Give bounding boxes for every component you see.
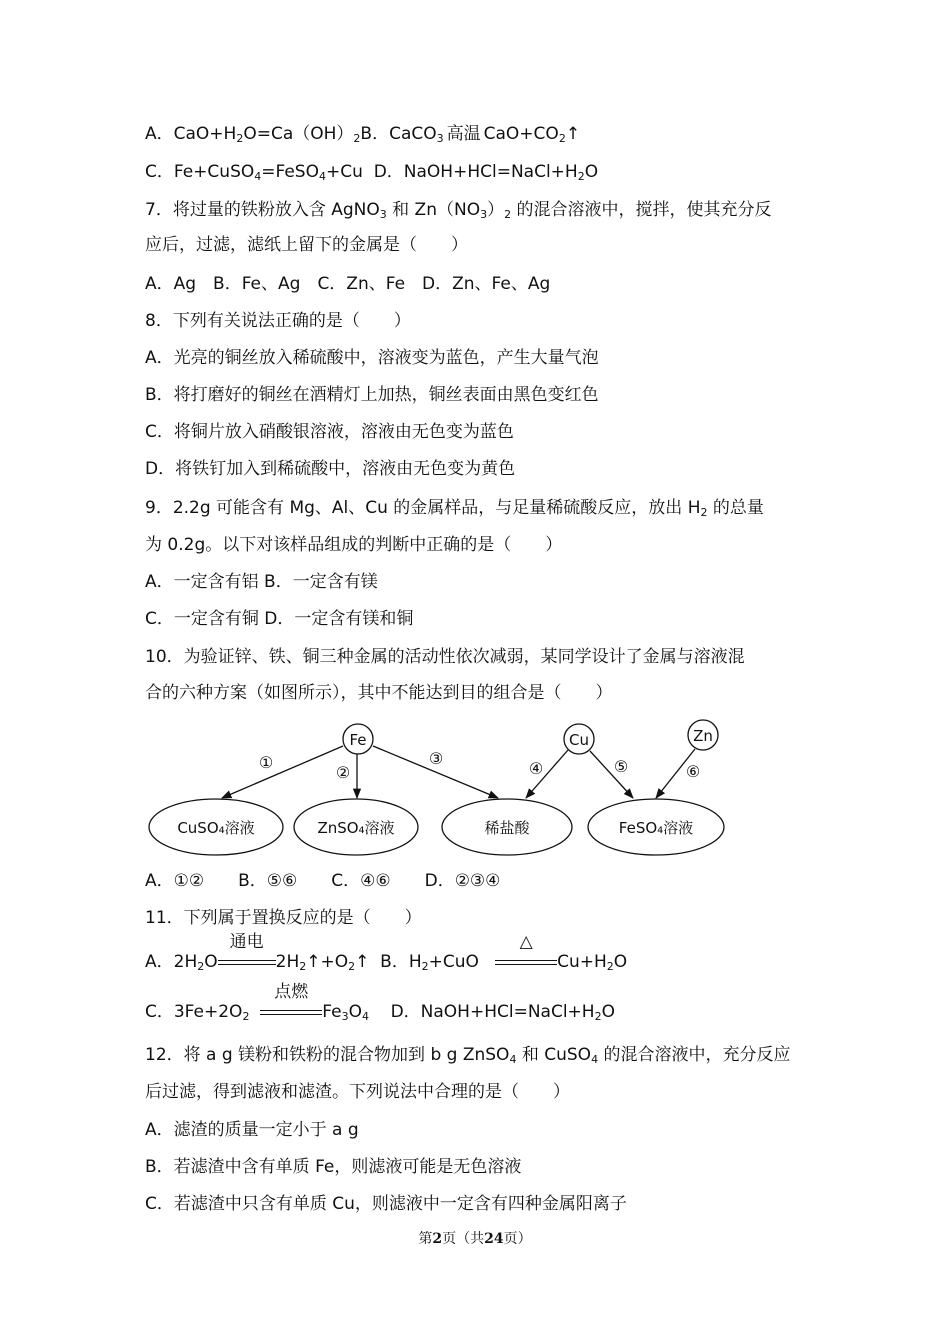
solution-node-feso4 [588,799,724,855]
q12-stem-line2: 后过滤，得到滤液和滤渣。下列说法中合理的是（ ） [145,1082,570,1102]
arrow-label-3: ③ [428,749,444,768]
q9-stem-line1: 9．2.2g 可能含有 Mg、Al、Cu 的金属样品，与足量稀硫酸反应，放出 $H_2$ 的总量 [145,498,764,519]
q9-stem-line2: 为 0.2g。以下对该样品组成的判断中正确的是（ ） [145,535,563,555]
q6-option-ab: A．$CaO+H_2O=Ca(OH)_2B$．CaCO$_3$ 高温 $CaO+CO_2↑$ [145,124,581,145]
q12-stem-line1: 12．将 a g 镁粉和铁粉的混合物加到 b g ZnSO$_4$ 和 CuSO$_4$ 的混合溶液中，充分反应 [145,1045,791,1066]
q7-stem-line1: 7．将过量的铁粉放入含 AgNO$_3$ 和 $Zn(NO_3)_2$ 的混合溶液中，搅拌，使其充分反 [145,200,772,221]
q6-option-cd: C．Fe+CuSO$_4$=FeSO$_4$+Cu D．$NaOH+HCl=NaCl+H_2O$ [145,162,599,183]
page-footer: 第2页（共24页） [418,1231,532,1247]
svg-text:FeSO₄溶液: FeSO₄溶液 [618,819,694,837]
arrow-label-5: ⑤ [613,757,629,776]
svg-text:ZnSO₄溶液: ZnSO₄溶液 [317,819,395,837]
high-temp-condition: 高温 [446,124,481,144]
q8-option-b: B．将打磨好的铜丝在酒精灯上加热，铜丝表面由黑色变红色 [145,385,599,405]
q7-options: A．Ag B．Fe、Ag C．Zn、Fe D．Zn、Fe、Ag [145,274,551,294]
svg-text:稀盐酸: 稀盐酸 [484,819,530,837]
electrolysis-condition: 通电 [218,951,276,973]
q11-stem: 11．下列属于置换反应的是（ ） [145,908,422,928]
q8-option-d: D．将铁钉加入到稀硫酸中，溶液由无色变为黄色 [145,459,516,479]
q8-stem: 8．下列有关说法正确的是（ ） [145,311,411,331]
heating-condition: △ [495,951,557,973]
q11-options-ab: A．$2H_2O$ 通电 $2H_2↑+O_2↑$ B．$H_2+CuO$ △ $Cu+H_2O$ [145,932,628,973]
q9-options-cd: C．一定含有铜 D．一定含有镁和铜 [145,609,414,629]
q9-options-ab: A．一定含有铝 B．一定含有镁 [145,572,378,592]
metal-node-fe [343,724,373,754]
svg-text:Fe: Fe [349,731,367,749]
solution-node-znso4 [294,799,418,855]
q10-stem-line1: 10．为验证锌、铁、铜三种金属的活动性依次减弱，某同学设计了金属与溶液混 [145,647,745,667]
q7-stem-line2: 应后，过滤，滤纸上留下的金属是（ ） [145,235,468,255]
q10-stem-line2: 合的六种方案（如图所示），其中不能达到目的组合是（ ） [145,683,613,703]
solution-node-cuso4 [149,799,283,855]
arrow-label-2: ② [335,763,351,782]
svg-text:Cu: Cu [569,731,589,749]
q11-options-cd: C．$3Fe+2O_2$ 点燃 $Fe_3O_4$ D．$NaOH+HCl=NaCl+H_2O$ [145,982,615,1023]
ignition-condition: 点燃 [260,1001,322,1023]
solution-node-hcl [442,799,572,855]
metal-node-cu [564,724,594,754]
arrow-label-1: ① [258,753,274,772]
q12-option-c: C．若滤渣中只含有单质 Cu，则滤液中一定含有四种金属阳离子 [145,1194,627,1214]
q12-option-a: A．滤渣的质量一定小于 a g [145,1120,359,1140]
q10-options: A．①② B．⑤⑥ C．④⑥ D．②③④ [145,871,501,891]
q8-option-c: C．将铜片放入硝酸银溶液，溶液由无色变为蓝色 [145,422,514,442]
arrow-label-4: ④ [528,759,544,778]
arrow-1 [222,746,343,798]
svg-text:CuSO₄溶液: CuSO₄溶液 [177,819,255,837]
svg-text:Zn: Zn [693,727,713,745]
q12-option-b: B．若滤渣中含有单质 Fe，则滤液可能是无色溶液 [145,1157,522,1177]
page-number: 2 [432,1231,443,1247]
metal-node-zn [688,720,718,750]
page-total: 24 [484,1231,504,1247]
q8-option-a: A．光亮的铜丝放入稀硫酸中，溶液变为蓝色，产生大量气泡 [145,348,599,368]
arrow-label-6: ⑥ [685,762,701,781]
